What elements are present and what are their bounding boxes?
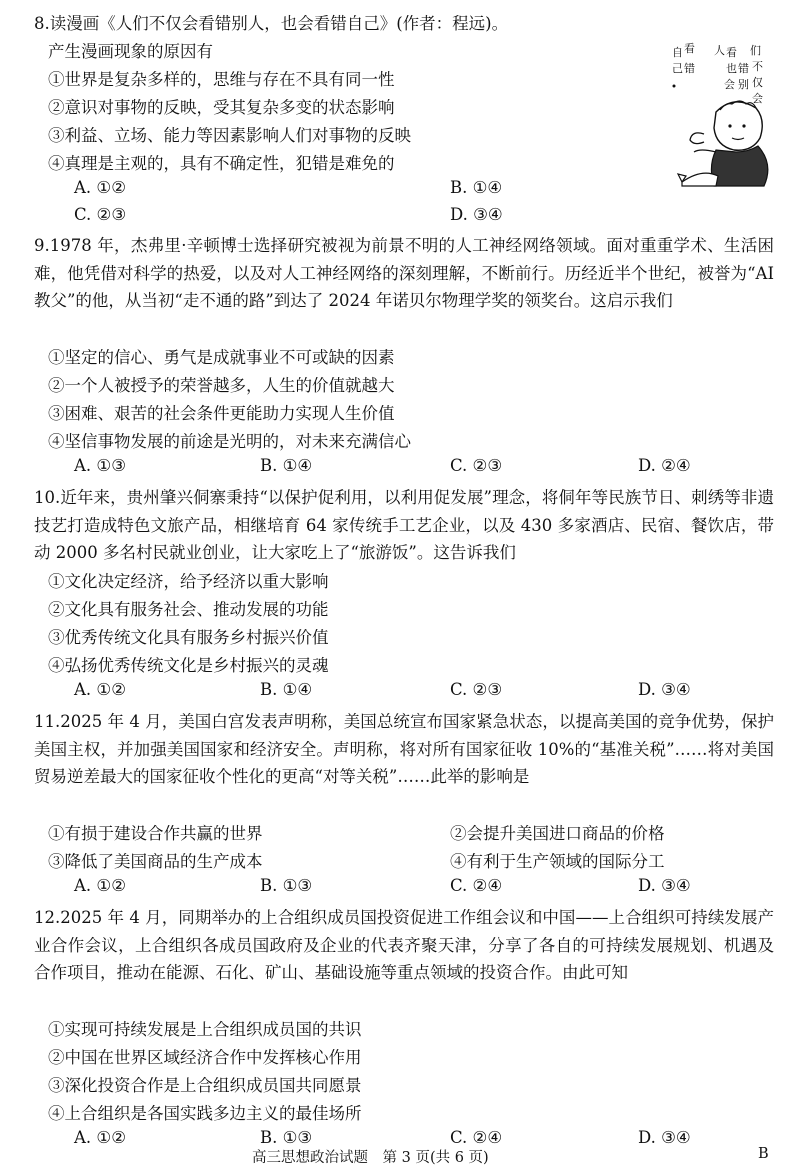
comic-char: 会 xyxy=(724,78,735,91)
q8-prompt: 产生漫画现象的原因有 xyxy=(48,42,213,61)
q12-item-4: ④上合组织是各国实践多边主义的最佳场所 xyxy=(48,1104,362,1123)
q12-block xyxy=(34,904,774,1016)
q12-choice-c: C. ②④ xyxy=(450,1128,503,1147)
q9-choice-a: A. ①③ xyxy=(74,456,126,475)
comic-char: 别 xyxy=(738,78,749,91)
comic-char: 己 xyxy=(672,62,683,75)
q11-choice-b: B. ①③ xyxy=(260,876,313,895)
q9-item-1: ①坚定的信心、勇气是成就事业不可或缺的因素 xyxy=(48,348,395,367)
q8-item-2: ②意识对事物的反映，受其复杂多变的状态影响 xyxy=(48,98,395,117)
page-footer: 高三思想政治试题 第 3 页(共 6 页) xyxy=(252,1150,489,1166)
q10-choice-d: D. ③④ xyxy=(638,680,691,699)
q10-block xyxy=(34,484,774,568)
comic-char: 看 xyxy=(684,42,695,55)
comic-char: 们 xyxy=(750,44,761,57)
comic-char: 错 xyxy=(738,62,749,75)
q9-item-3: ③困难、艰苦的社会条件更能助力实现人生价值 xyxy=(48,404,395,423)
q11-choice-c: C. ②④ xyxy=(450,876,503,895)
q9-choice-b: B. ①④ xyxy=(260,456,313,475)
q11-block xyxy=(34,708,774,820)
cartoon-illustration xyxy=(664,42,780,194)
comic-char: 不 xyxy=(752,60,763,73)
comic-char: 仅 xyxy=(752,76,763,89)
q8-choice-d: D. ③④ xyxy=(450,205,503,224)
comic-char: 也 xyxy=(726,62,737,75)
comic-char: 人 xyxy=(714,44,725,57)
q12-item-2: ②中国在世界区域经济合作中发挥核心作用 xyxy=(48,1048,362,1067)
q10-item-4: ④弘扬优秀传统文化是乡村振兴的灵魂 xyxy=(48,656,329,675)
q8-item-1: ①世界是复杂多样的，思维与存在不具有同一性 xyxy=(48,70,395,89)
q11-item-1: ①有损于建设合作共赢的世界 xyxy=(48,824,263,843)
q10-item-1: ①文化决定经济，给予经济以重大影响 xyxy=(48,572,329,591)
q12-choice-a: A. ①② xyxy=(74,1128,126,1147)
q8-choice-c: C. ②③ xyxy=(74,205,127,224)
q12-stem: 12.2025 年 4 月，同期举办的上合组织成员国投资促进工作组会议和中国——上合组织可持续发展产业合作会议，上合组织各成员国政府及企业的代表齐聚天津，分享了各自的可持续发展规划、机遇及合作项目，推动在能源、石化、矿山、基础设施等重点领域的投资合作。由此可知 xyxy=(34,908,774,982)
q11-choice-a: A. ①② xyxy=(74,876,126,895)
q10-choice-b: B. ①④ xyxy=(260,680,313,699)
q12-choice-b: B. ①③ xyxy=(260,1128,313,1147)
q8-choice-a: A. ①② xyxy=(74,178,126,197)
q11-choice-d: D. ③④ xyxy=(638,876,691,895)
q10-stem: 10.近年来，贵州肇兴侗寨秉持“以保护促利用，以利用促发展”理念，将侗年等民族节日、刺绣等非遗技艺打造成特色文旅产品，相继培育 64 家传统手工艺企业，以及 430 多家酒店、民宿、餐饮店，带动 2000 多名村民就业创业，让大家吃上了“旅游饭”。这告诉我们 xyxy=(34,488,774,562)
q8-item-4: ④真理是主观的，具有不确定性，犯错是难免的 xyxy=(48,154,395,173)
q9-choice-d: D. ②④ xyxy=(638,456,691,475)
q8-title: 8.读漫画《人们不仅会看错别人，也会看错自己》(作者：程远)。 xyxy=(34,14,509,33)
q12-choice-d: D. ③④ xyxy=(638,1128,691,1147)
comic-char: 看 xyxy=(726,46,737,59)
q11-item-4: ④有利于生产领域的国际分工 xyxy=(450,852,665,871)
q9-block xyxy=(34,232,774,344)
q8-choice-b: B. ①④ xyxy=(450,178,503,197)
q11-stem: 11.2025 年 4 月，美国白宫发表声明称，美国总统宣布国家紧急状态，以提高美国的竞争优势，保护美国主权，并加强美国国家和经济安全。声明称，将对所有国家征收 10%的“基准关税”……将对美国贸易逆差最大的国家征收个性化的更高“对等关税”……此举的影响是 xyxy=(34,712,774,786)
q10-choice-a: A. ①② xyxy=(74,680,126,699)
q10-item-2: ②文化具有服务社会、推动发展的功能 xyxy=(48,600,329,619)
comic-char: 自 xyxy=(672,46,683,59)
q11-item-3: ③降低了美国商品的生产成本 xyxy=(48,852,263,871)
comic-char: 错 xyxy=(684,62,695,75)
q10-choice-c: C. ②③ xyxy=(450,680,503,699)
q11-item-2: ②会提升美国进口商品的价格 xyxy=(450,824,665,843)
q9-stem: 9.1978 年，杰弗里·辛顿博士选择研究被视为前景不明的人工神经网络领域。面对重重学术、生活困难，他凭借对科学的热爱，以及对人工神经网络的深刻理解，不断前行。历经近半个世纪，被誉为“AI 教父”的他，从当初“走不通的路”到达了 2024 年诺贝尔物理学奖的领奖台。这启示我们 xyxy=(34,236,774,310)
q9-choice-c: C. ②③ xyxy=(450,456,503,475)
paper-version-label: B xyxy=(758,1146,769,1162)
comic-char: 会 xyxy=(752,92,763,105)
q9-item-2: ②一个人被授予的荣誉越多，人生的价值就越大 xyxy=(48,376,395,395)
q8-item-3: ③利益、立场、能力等因素影响人们对事物的反映 xyxy=(48,126,411,145)
q10-item-3: ③优秀传统文化具有服务乡村振兴价值 xyxy=(48,628,329,647)
q12-item-1: ①实现可持续发展是上合组织成员国的共识 xyxy=(48,1020,362,1039)
q12-item-3: ③深化投资合作是上合组织成员国共同愿景 xyxy=(48,1076,362,1095)
q9-item-4: ④坚信事物发展的前途是光明的，对未来充满信心 xyxy=(48,432,411,451)
